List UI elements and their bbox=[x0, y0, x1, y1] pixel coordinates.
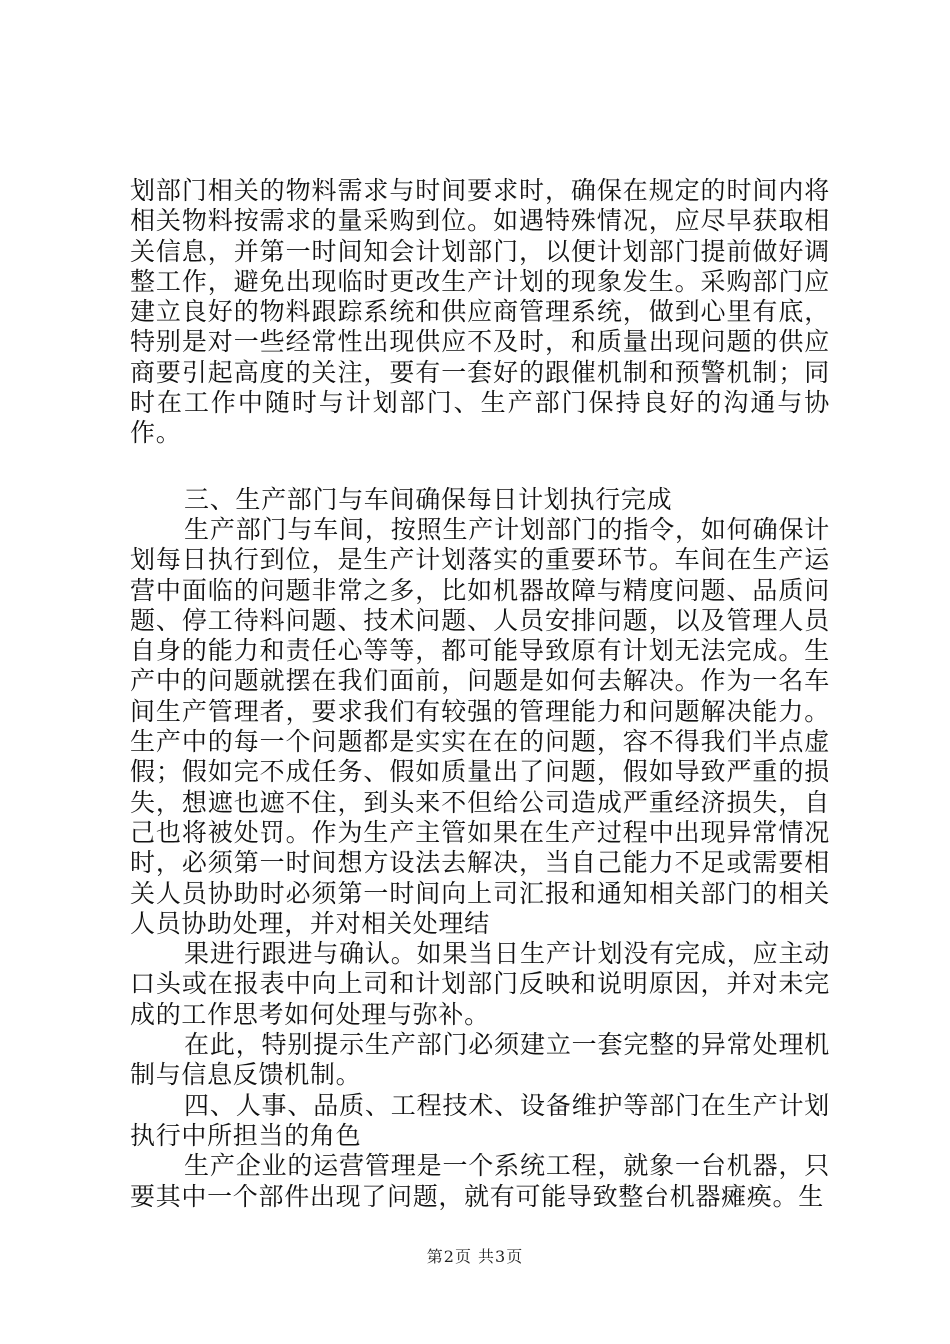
paragraph-gap bbox=[130, 449, 830, 485]
paragraph-follow-up: 果进行跟进与确认。如果当日生产计划没有完成，应主动口头或在报表中向上司和计划部门反映和说明原因，并对未完成的工作思考如何处理与弥补。 bbox=[130, 939, 830, 1029]
section-heading-3: 三、生产部门与车间确保每日计划执行完成 bbox=[184, 484, 673, 514]
paragraph-system-engineering: 生产企业的运营管理是一个系统工程，就象一台机器，只要其中一个部件出现了问题，就有可能导致整台机器瘫痪。生 bbox=[130, 1151, 830, 1211]
section-heading-4: 四、人事、品质、工程技术、设备维护等部门在生产计划执行中所担当的角色 bbox=[130, 1090, 830, 1150]
paragraph-exception-mechanism: 在此，特别提示生产部门必须建立一套完整的异常处理机制与信息反馈机制。 bbox=[130, 1030, 830, 1090]
paragraph-production-workshop: 生产部门与车间，按照生产计划部门的指令，如何确保计划每日执行到位，是生产计划落实的重要环节。车间在生产运营中面临的问题非常之多，比如机器故障与精度问题、品质问题、停工待料问题、技术问题、人员安排问题，以及管理人员自身的能力和责任心等等，都可能导致原有计划无法完成。生产中的问题就摆在我们面前，问题是如何去解决。作为一名车间生产管理者，要求我们有较强的管理能力和问题解决能力。生产中的每一个问题都是实实在在的问题，容不得我们半点虚假；假如完不成任务、假如质量出了问题，假如导致严重的损失，想遮也遮不住，到头来不但给公司造成严重经济损失，自己也将被处罚。作为生产主管如果在生产过程中出现异常情况时，必须第一时间想方设法去解决，当自己能力不足或需要相关人员协助时必须第一时间向上司汇报和通知相关部门的相关人员协助处理，并对相关处理结 bbox=[130, 514, 830, 938]
page-number-footer: 第2页 共3页 bbox=[426, 1247, 524, 1266]
document-body bbox=[130, 176, 830, 1212]
paragraph-procurement-continued: 划部门相关的物料需求与时间要求时，确保在规定的时间内将相关物料按需求的量采购到位。如遇特殊情况，应尽早获取相关信息，并第一时间知会计划部门，以便计划部门提前做好调整工作，避免出现临时更改生产计划的现象发生。采购部门应建立良好的物料跟踪系统和供应商管理系统，做到心里有底，特别是对一些经常性出现供应不及时，和质量出现问题的供应商要引起高度的关注，要有一套好的跟催机制和预警机制；同时在工作中随时与计划部门、生产部门保持良好的沟通与协作。 bbox=[130, 176, 830, 448]
